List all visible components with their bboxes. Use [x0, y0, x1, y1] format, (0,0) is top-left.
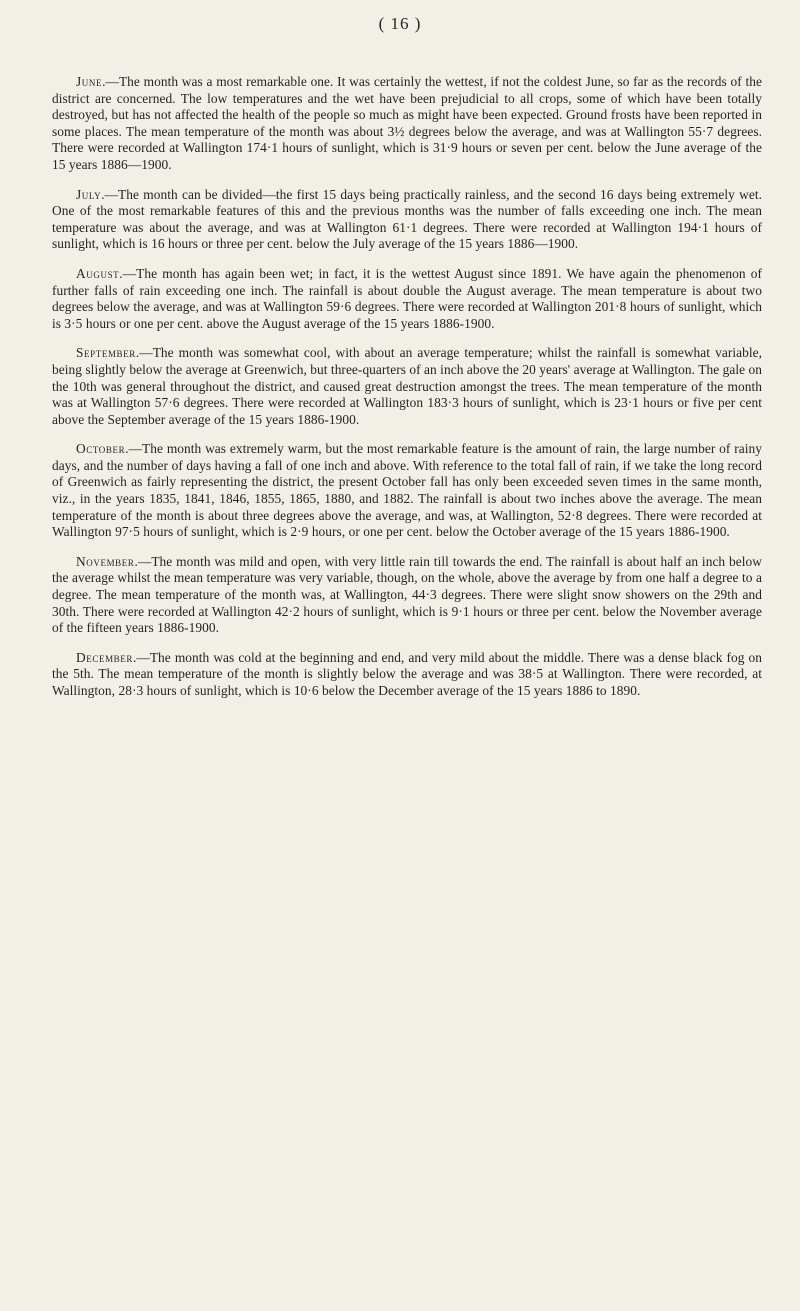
month-heading-november: November — [76, 553, 135, 569]
page-number: ( 16 ) — [378, 14, 422, 33]
paragraph-august — [52, 266, 762, 332]
month-heading-september: September — [76, 345, 136, 361]
paragraph-september — [52, 345, 762, 428]
paragraph-december-text: .—The month was cold at the beginning and end, and very mild about the middle. There was a dense black fog on the 5th. The mean temperature of the month is slightly below the average and was 38·5 at Wallington. There were recorded, at Wallington, 28·3 hours of sunlight, which is 10·6 below the December average of the 15 years 1886 to 1890. — [52, 649, 762, 698]
document-body — [52, 74, 762, 713]
paragraph-november — [52, 554, 762, 637]
month-heading-june: June — [76, 74, 103, 89]
month-heading-october: October — [76, 441, 126, 457]
paragraph-august-text: .—The month has again been wet; in fact, it is the wettest August since 1891. We have again the phenomenon of further falls of rain exceeding one inch. The rainfall is about double the August average. The mean temperature is about two degrees below the average, and was at Wallington 59·6 degrees. There were recorded at Wallington 201·8 hours of sunlight, which is 3·5 hours or one per cent. above the August average of the 15 years 1886-1900. — [52, 265, 762, 331]
paragraph-october-text: .—The month was extremely warm, but the most remarkable feature is the amount of rain, the large number of rainy days, and the number of days having a fall of one inch and above. With reference to the total fall of rain, if we take the long record of Greenwich as fairly representing the district, the present October fall has only been exceeded seven times in the same month, viz., in the years 1835, 1841, 1846, 1855, 1865, 1880, and 1882. The rainfall is about two inches above the average. The mean temperature of the month is about three degrees above the average, and was, at Wallington, 52·8 degrees. There were recorded at Wallington 97·5 hours of sunlight, which is 2·9 hours, or one per cent. below the October average of the 15 years 1886-1900. — [52, 441, 762, 540]
month-heading-august: August — [76, 265, 120, 281]
paragraph-july — [52, 187, 762, 253]
paragraph-july-text: .—The month can be divided—the first 15 days being practically rainless, and the second 16 days being extremely wet. One of the most remarkable features of this and the previous months was the number of falls exceeding one inch. The mean temperature was about the average, and was at Wallington 61·1 degrees. There were recorded at Wallington 194·1 hours of sunlight, which is 16 hours or three per cent. below the July average of the 15 years 1886—1900. — [52, 186, 762, 252]
paragraph-october — [52, 441, 762, 541]
paragraph-september-text: .—The month was somewhat cool, with about an average temperature; whilst the rainfall is somewhat variable, being slightly below the average at Greenwich, but three-quarters of an inch above the 20 years' average at Wallington. The gale on the 10th was general throughout the district, and caused great destruction amongst the trees. The mean temperature of the month was at Wallington 57·6 degrees. There were recorded at Wallington 183·3 hours of sunlight, which is 23·1 hours or five per cent above the September average of the 15 years 1886-1900. — [52, 345, 762, 427]
paragraph-june — [52, 74, 762, 174]
paragraph-june-text: .—The month was a most remarkable one. It was certainly the wettest, if not the coldest June, so far as the records of the district are concerned. The low temperatures and the wet have been prejudicial to all crops, some of which have been totally destroyed, but has not affected the health of the people so much as might have been expected. Ground frosts have been reported in some places. The mean temperature of the month was about 3½ degrees below the average, and was at Wallington 55·7 degrees. There were recorded at Wallington 174·1 hours of sunlight, which is 31·9 hours or seven per cent. below the June average of the 15 years 1886—1900. — [52, 74, 762, 172]
paragraph-november-text: .—The month was mild and open, with very little rain till towards the end. The rainfall is about half an inch below the average whilst the mean temperature was very variable, though, on the whole, above the average by from one half a degree to a degree. The mean temperature of the month was, at Wallington, 44·3 degrees. There were slight snow showers on the 29th and 30th. There were recorded at Wallington 42·2 hours of sunlight, which is 9·1 hours or three per cent. below the November average of the fifteen years 1886-1900. — [52, 553, 762, 636]
month-heading-july: July — [76, 186, 102, 202]
month-heading-december: December — [76, 649, 133, 665]
paragraph-december — [52, 650, 762, 700]
